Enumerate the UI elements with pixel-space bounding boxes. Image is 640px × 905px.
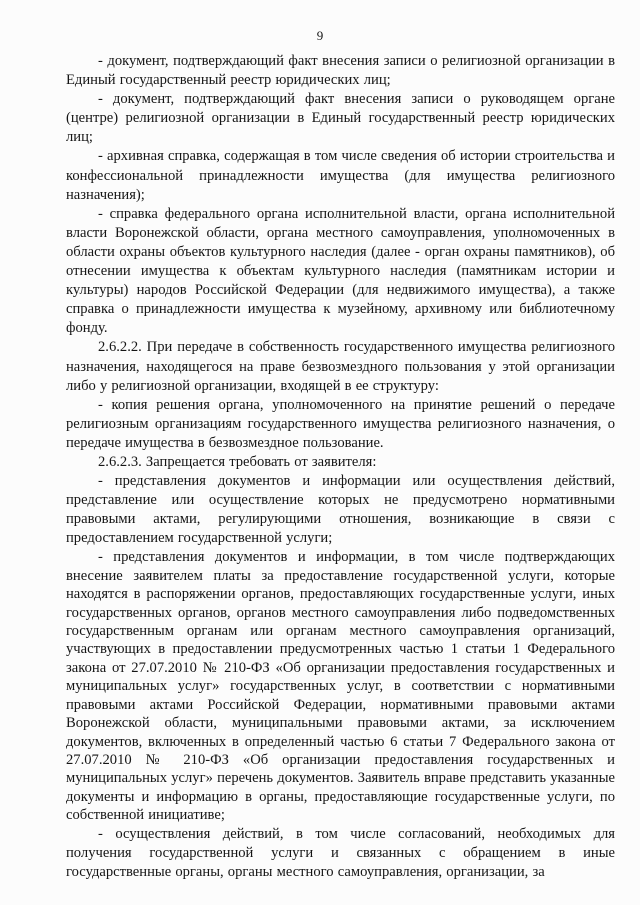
paragraph-actions-approvals: - осуществления действий, в том числе согласований, необходимых для получения государственной услуги и связанных с обращением в иные государственные органы, органы местного самоуправления, организации, за xyxy=(66,825,615,880)
paragraph-documents-in-possession: - представления документов и информации, в том числе подтверждающих внесение заявителем платы за предоставление государственной услуги, которые находятся в распоряжении органов, предоставляющих государственные услуги, иных государственных органов, органов местного самоуправления либо подведомственных государственным органам или органам местного самоуправления организаций, участвующих в предоставлении предусмотренных частью 1 статьи 1 Федерального закона от 27.07.2010 № 210-ФЗ «Об организации предоставления государственных и муниципальных услуг» государственных услуг, в соответствии с нормативными правовыми актами Российской Федерации, нормативными правовыми актами Воронежской области, муниципальными правовыми актами, за исключением документов, включенных в определенный частью 6 статьи 7 Федерального закона от 27.07.2010 № 210-ФЗ «Об организации предоставления государственных и муниципальных услуг» перечень документов. Заявитель вправе представить указанные документы и информацию в органы, предоставляющие государственные услуги, по собственной инициативе; xyxy=(66,549,615,824)
paragraph-record-governing-body: - документ, подтверждающий факт внесения записи о руководящем органе (центре) религиозной организации в Единый государственный реестр юридических лиц; xyxy=(66,91,615,146)
paragraph-decision-copy: - копия решения органа, уполномоченного на принятие решений о передаче религиозным организациям государственного имущества религиозного назначения, о передаче имущества в безвозмездное пользование. xyxy=(66,396,615,451)
page-number: 9 xyxy=(316,28,324,43)
paragraph-heritage-certificate: - справка федерального органа исполнительной власти, органа исполнительной власти Воронежской области, органа местного самоуправления, уполномоченных в области охраны объектов культурного наследия (далее - орган охраны памятников), об отнесении имущества к объектам культурного наследия (памятникам истории и культуры) народов Российской Федерации (для недвижимого имущества), а также справка о принадлежности имущества к музейному, архивному или библиотечному фонду. xyxy=(66,205,615,337)
paragraph-archive-certificate: - архивная справка, содержащая в том числе сведения об истории строительства и конфессиональной принадлежности имущества (для имущества религиозного назначения); xyxy=(66,148,615,203)
paragraph-record-religious-org: - документ, подтверждающий факт внесения записи о религиозной организации в Единый государственный реестр юридических лиц; xyxy=(66,53,615,89)
paragraph-documents-not-required: - представления документов и информации или осуществления действий, представление или осуществление которых не предусмотрено нормативными правовыми актами, регулирующими отношения, возникающие в связи с предоставлением государственной услуги; xyxy=(66,473,615,547)
paragraph-section-2-6-2-3: 2.6.2.3. Запрещается требовать от заявителя: xyxy=(98,453,377,470)
document-body xyxy=(66,52,615,882)
paragraph-section-2-6-2-2: 2.6.2.2. При передаче в собственность государственного имущества религиозного назначения, находящегося на праве безвозмездного пользования у этой организации либо у религиозной организации, входящей в ее структуру: xyxy=(66,339,615,394)
